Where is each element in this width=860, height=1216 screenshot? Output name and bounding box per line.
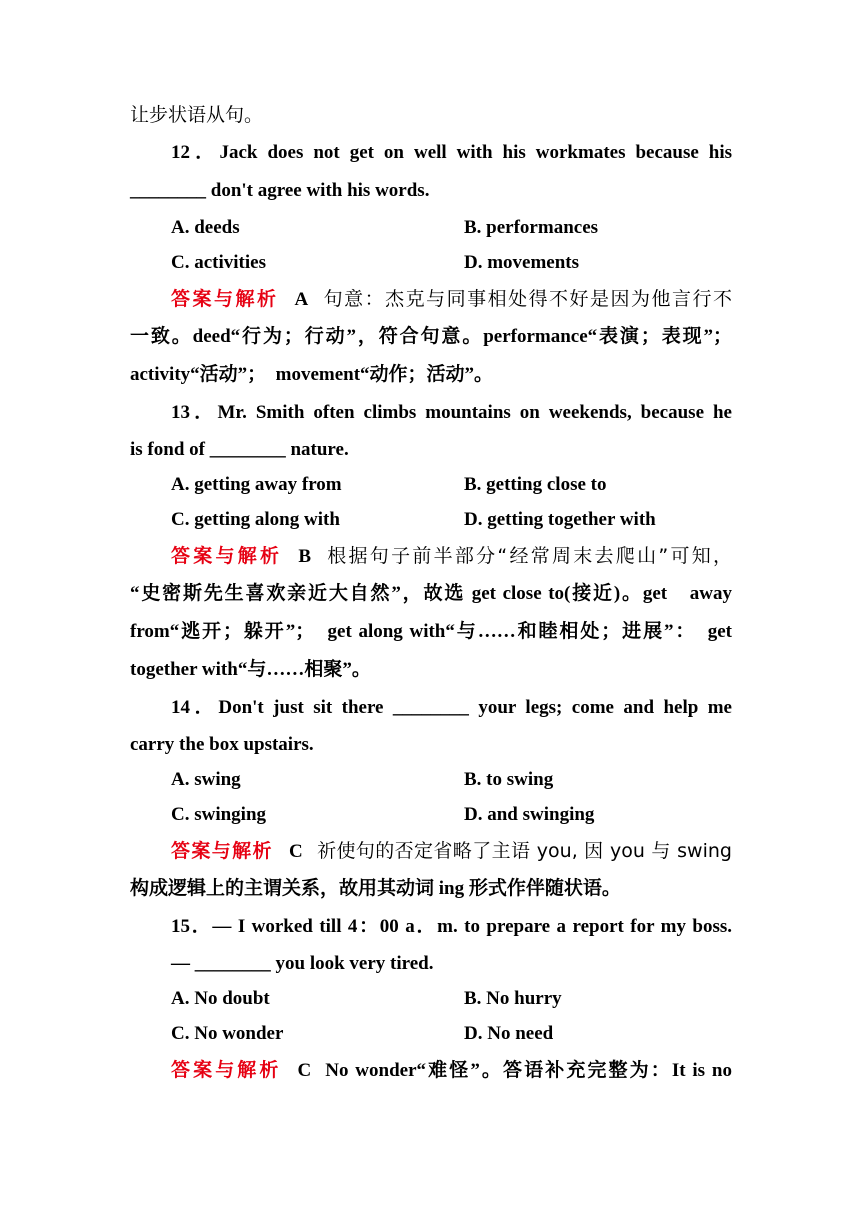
explanation-line [130,832,732,870]
options-row [130,502,732,537]
explanation-line: 一致。deed“行为；行动”，符合句意。performance“表演；表现”； [130,326,732,347]
answer-key: C [297,1060,312,1081]
options-row [130,981,732,1016]
option-d: D. No need [464,1023,554,1044]
question-stem: 15．— I worked till 4：00 a．m. to prepare a report for my boss. [171,916,732,937]
option-d: D. and swinging [464,804,595,825]
question-stem: is fond of ________ nature. [130,439,349,460]
options-row [130,797,732,832]
option-b: B. to swing [464,769,554,790]
answer-label: 答案与解析 [171,288,279,310]
options-row [130,245,732,280]
explanation-line: 构成逻辑上的主谓关系，故用其动词 ing 形式作伴随状语。 [130,878,621,899]
option-c: C. No wonder [171,1023,284,1044]
answer-key: B [298,546,312,567]
question-stem: 14．Don't just sit there ________ your legs; come and help me [171,697,732,718]
explanation-line: from“逃开；躲开”； get along with“与……和睦相处；进展”： get [130,621,732,642]
answer-label: 答案与解析 [171,545,283,567]
option-d: D. getting together with [464,509,656,530]
document-page [130,96,732,1089]
explanation-text: 句意：杰克与同事相处得不好是因为他言行不 [322,288,732,310]
option-c: C. getting along with [171,509,340,530]
question-13 [130,394,732,689]
explanation-line [130,537,732,575]
option-b: B. performances [464,217,599,238]
explanation-line: “史密斯先生喜欢亲近大自然”，故选 get close to(接近)。get away [130,583,732,604]
question-14 [130,689,732,908]
options-row [130,467,732,502]
question-stem: ________ don't agree with his words. [130,180,430,201]
option-b: B. getting close to [464,474,607,495]
option-b: B. No hurry [464,988,562,1009]
question-stem: 12．Jack does not get on well with his workmates because his [171,142,732,163]
option-c: C. activities [171,252,266,273]
option-a: A. deeds [171,217,240,238]
explanation-line: together with“与……相聚”。 [130,659,371,680]
explanation-line [130,1051,732,1089]
intro-text: 让步状语从句。 [130,104,264,126]
answer-label: 答案与解析 [171,1059,282,1081]
options-row [130,762,732,797]
explanation-text: 祈使句的否定省略了主语 you, 因 you 与 swing [316,840,732,862]
explanation-text: 根据句子前半部分“经常周末去爬山”可知， [325,545,732,567]
question-stem: — ________ you look very tired. [171,953,434,974]
option-a: A. swing [171,769,241,790]
explanation-line: activity“活动”； movement“动作；活动”。 [130,364,494,385]
question-12 [130,134,732,394]
question-stem: 13．Mr. Smith often climbs mountains on weekends, because he [171,402,732,423]
answer-key: C [288,841,303,862]
question-15 [130,908,732,1089]
option-a: A. getting away from [171,474,342,495]
answer-label: 答案与解析 [171,840,273,862]
option-d: D. movements [464,252,580,273]
question-stem: carry the box upstairs. [130,734,314,755]
explanation-text: No wonder“难怪”。答语补充完整为：It is no [325,1060,732,1081]
option-a: A. No doubt [171,988,270,1009]
options-row [130,1016,732,1051]
options-row [130,210,732,245]
explanation-line [130,280,732,318]
answer-key: A [294,289,309,310]
option-c: C. swinging [171,804,267,825]
